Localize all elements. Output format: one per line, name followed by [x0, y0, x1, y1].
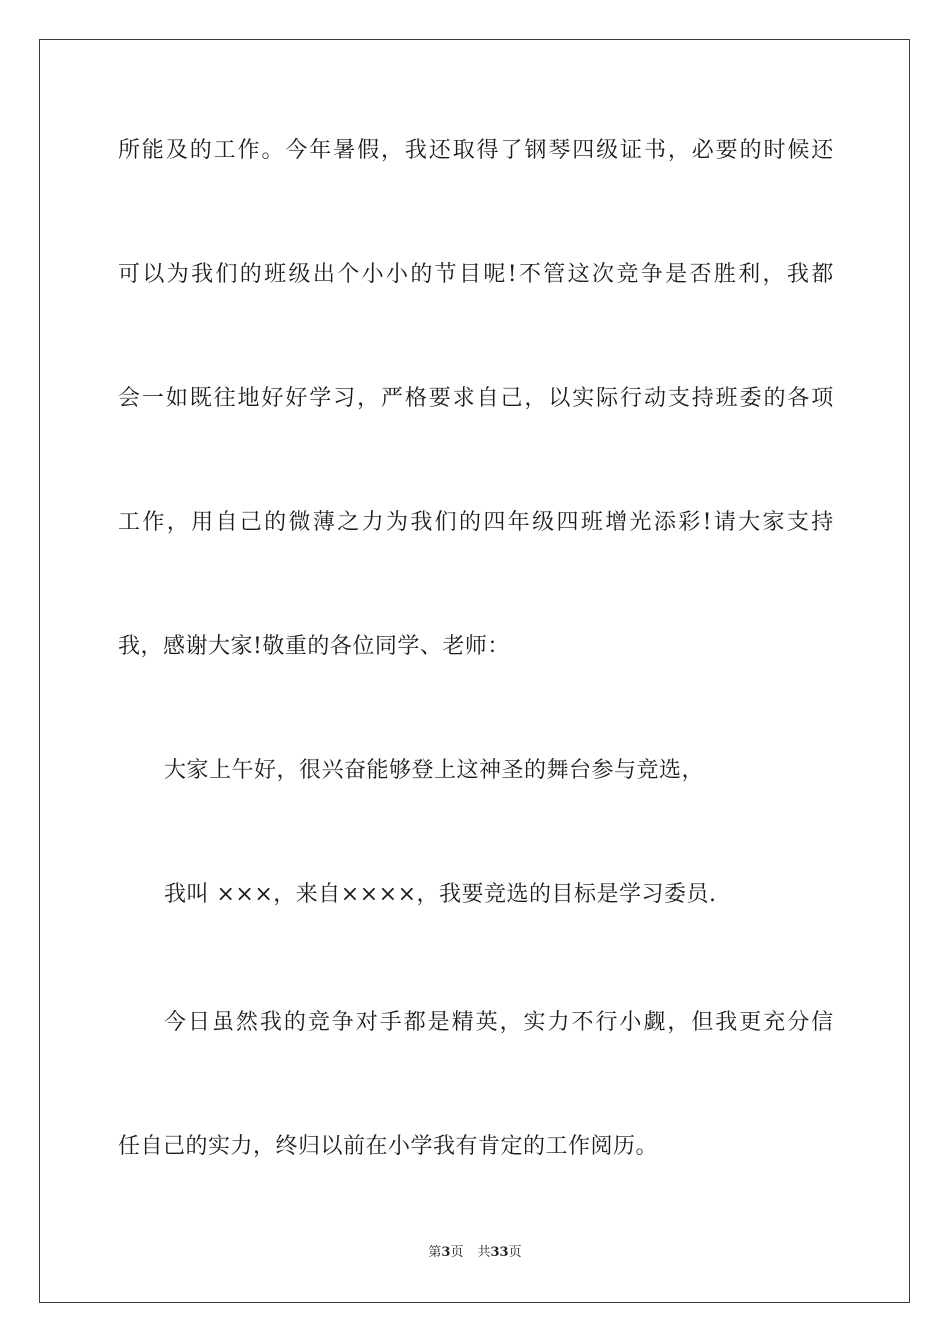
body-line-1: 所 能 及 的 工 作 。 今 年 暑 假 ， 我 还 取 得 了 钢 琴 四 级 证 书 ， 必 要 的 时 候 还	[118, 138, 834, 163]
footer-page-number: 3	[441, 1245, 451, 1260]
body-line-7: 我叫 ×××，来自××××，我要竞选的目标是学习委员.	[164, 882, 717, 907]
footer-total-prefix: 共	[477, 1245, 491, 1260]
body-line-4: 工 作 ， 用 自 己 的 微 薄 之 力 为 我 们 的 四 年 级 四 班 增 光 添 彩 ! 请 大 家 支 持	[118, 510, 834, 535]
body-line-9: 任自己的实力，终归以前在小学我有肯定的工作阅历。	[118, 1134, 659, 1159]
page-frame	[39, 39, 910, 1303]
body-line-2: 可 以 为 我 们 的 班 级 出 个 小 小 的 节 目 呢 ! 不 管 这 次 竞 争 是 否 胜 利 ， 我 都	[118, 262, 834, 287]
body-line-5: 我，感谢大家!敬重的各位同学、老师：	[118, 634, 510, 659]
footer-page-prefix: 第	[428, 1245, 442, 1260]
footer-total-pages: 33	[490, 1245, 509, 1260]
body-line-6: 大家上午好，很兴奋能够登上这神圣的舞台参与竞选，	[164, 758, 705, 783]
page-footer	[0, 1244, 950, 1262]
footer-page-suffix: 页	[450, 1245, 464, 1260]
body-line-8: 今 日 虽 然 我 的 竞 争 对 手 都 是 精 英 ， 实 力 不 行 小 觑 ， 但 我 更 充 分 信	[164, 1010, 834, 1035]
body-line-3: 会 一 如 既 往 地 好 好 学 习 ， 严 格 要 求 自 己 ， 以 实 际 行 动 支 持 班 委 的 各 项	[118, 386, 834, 411]
footer-total-suffix: 页	[508, 1245, 522, 1260]
